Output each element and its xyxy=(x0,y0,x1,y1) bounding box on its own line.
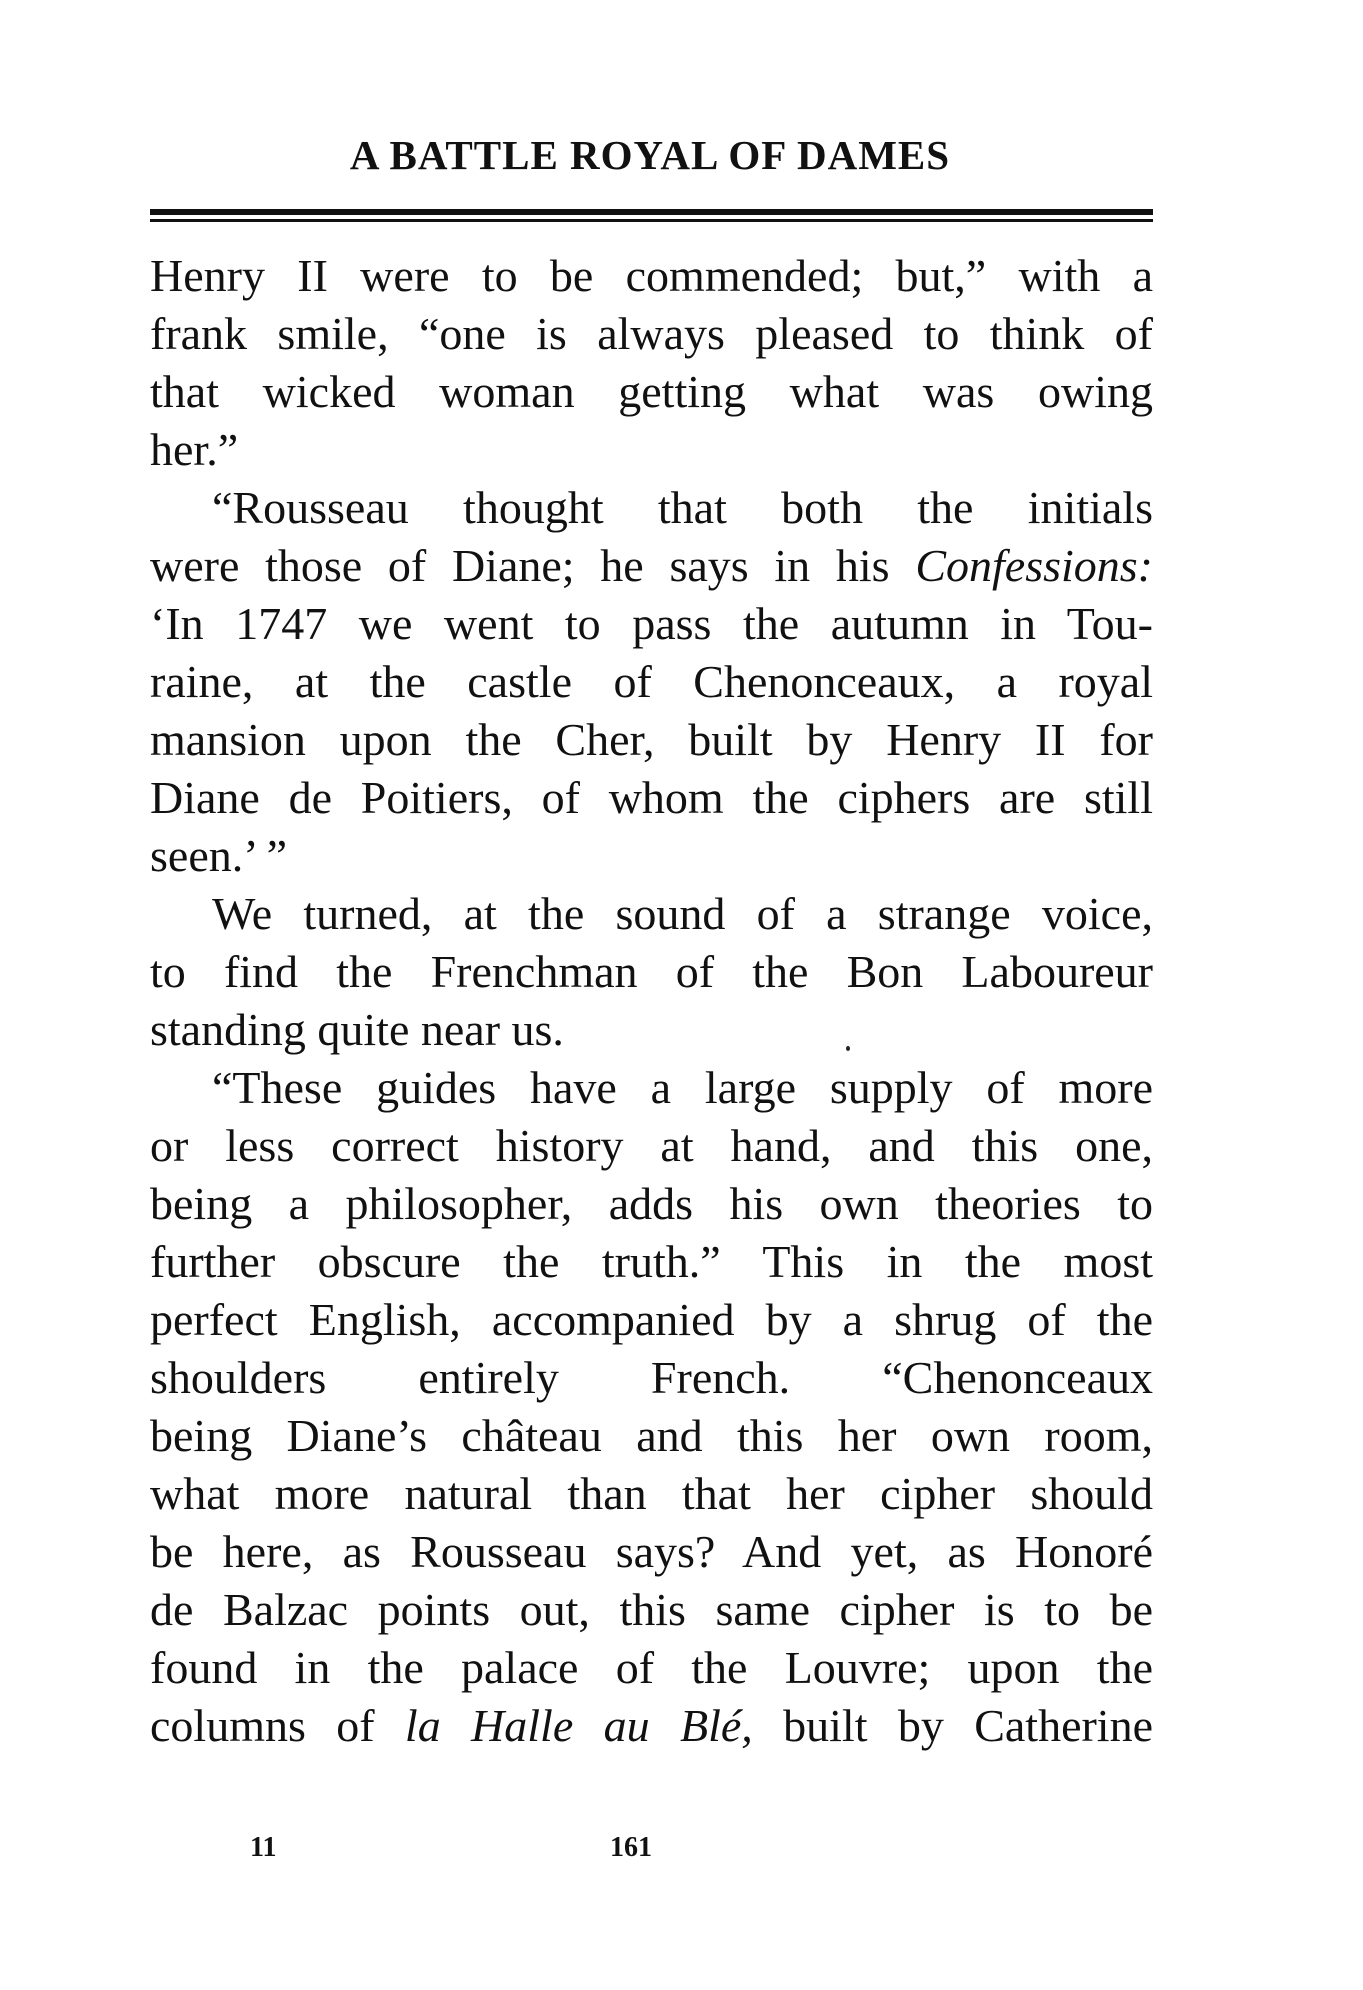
header-rule-thin xyxy=(150,219,1153,222)
text-line: her.” xyxy=(150,424,239,475)
text-line: further obscure the truth.” This in the most xyxy=(150,1236,1153,1287)
text-line xyxy=(150,1697,1153,1755)
text-line xyxy=(150,537,1153,595)
text-line: raine, at the castle of Chenonceaux, a royal xyxy=(150,656,1153,707)
text-line: “These guides have a large supply of more xyxy=(212,1062,1153,1113)
text-line: that wicked woman getting what was owing xyxy=(150,366,1153,417)
text-line: found in the palace of the Louvre; upon the xyxy=(150,1642,1153,1693)
body-text xyxy=(150,247,1153,1755)
signature-mark: 11 xyxy=(250,1832,277,1863)
text-line: We turned, at the sound of a strange voice, xyxy=(212,888,1153,939)
text-span: built by Catherine xyxy=(783,1700,1153,1751)
text-line: being a philosopher, adds his own theories to xyxy=(150,1178,1153,1229)
text-span: columns of xyxy=(150,1700,375,1751)
text-line: Diane de Poitiers, of whom the ciphers are still xyxy=(150,772,1153,823)
page-number: 161 xyxy=(610,1832,652,1863)
text-line: de Balzac points out, this same cipher is to be xyxy=(150,1584,1153,1635)
text-line: seen.’ ” xyxy=(150,830,288,881)
page-footer xyxy=(150,1828,1153,1868)
text-line: be here, as Rousseau says? And yet, as Honoré xyxy=(150,1526,1153,1577)
italic-name: la Halle au Blé, xyxy=(404,1700,753,1751)
text-line: standing quite near us. xyxy=(150,1004,564,1055)
print-speck xyxy=(846,1046,850,1051)
text-line: shoulders entirely French. “Chenonceaux xyxy=(150,1352,1153,1403)
italic-title: Confessions: xyxy=(915,540,1153,591)
text-span: were those of Diane; he says in his xyxy=(150,540,890,591)
text-line: ‘In 1747 we went to pass the autumn in Tou- xyxy=(150,598,1153,649)
text-line: being Diane’s château and this her own room, xyxy=(150,1410,1153,1461)
text-line: Henry II were to be commended; but,” with a xyxy=(150,250,1153,301)
text-line: perfect English, accompanied by a shrug of the xyxy=(150,1294,1153,1345)
header-rule-thick xyxy=(150,209,1153,215)
text-line: to find the Frenchman of the Bon Laboureur xyxy=(150,946,1153,997)
text-line: mansion upon the Cher, built by Henry II for xyxy=(150,714,1153,765)
text-line: frank smile, “one is always pleased to think of xyxy=(150,308,1153,359)
running-head: A BATTLE ROYAL OF DAMES xyxy=(349,132,951,178)
text-line: “Rousseau thought that both the initials xyxy=(212,482,1153,533)
text-line: what more natural than that her cipher should xyxy=(150,1468,1153,1519)
text-line: or less correct history at hand, and this one, xyxy=(150,1120,1153,1171)
